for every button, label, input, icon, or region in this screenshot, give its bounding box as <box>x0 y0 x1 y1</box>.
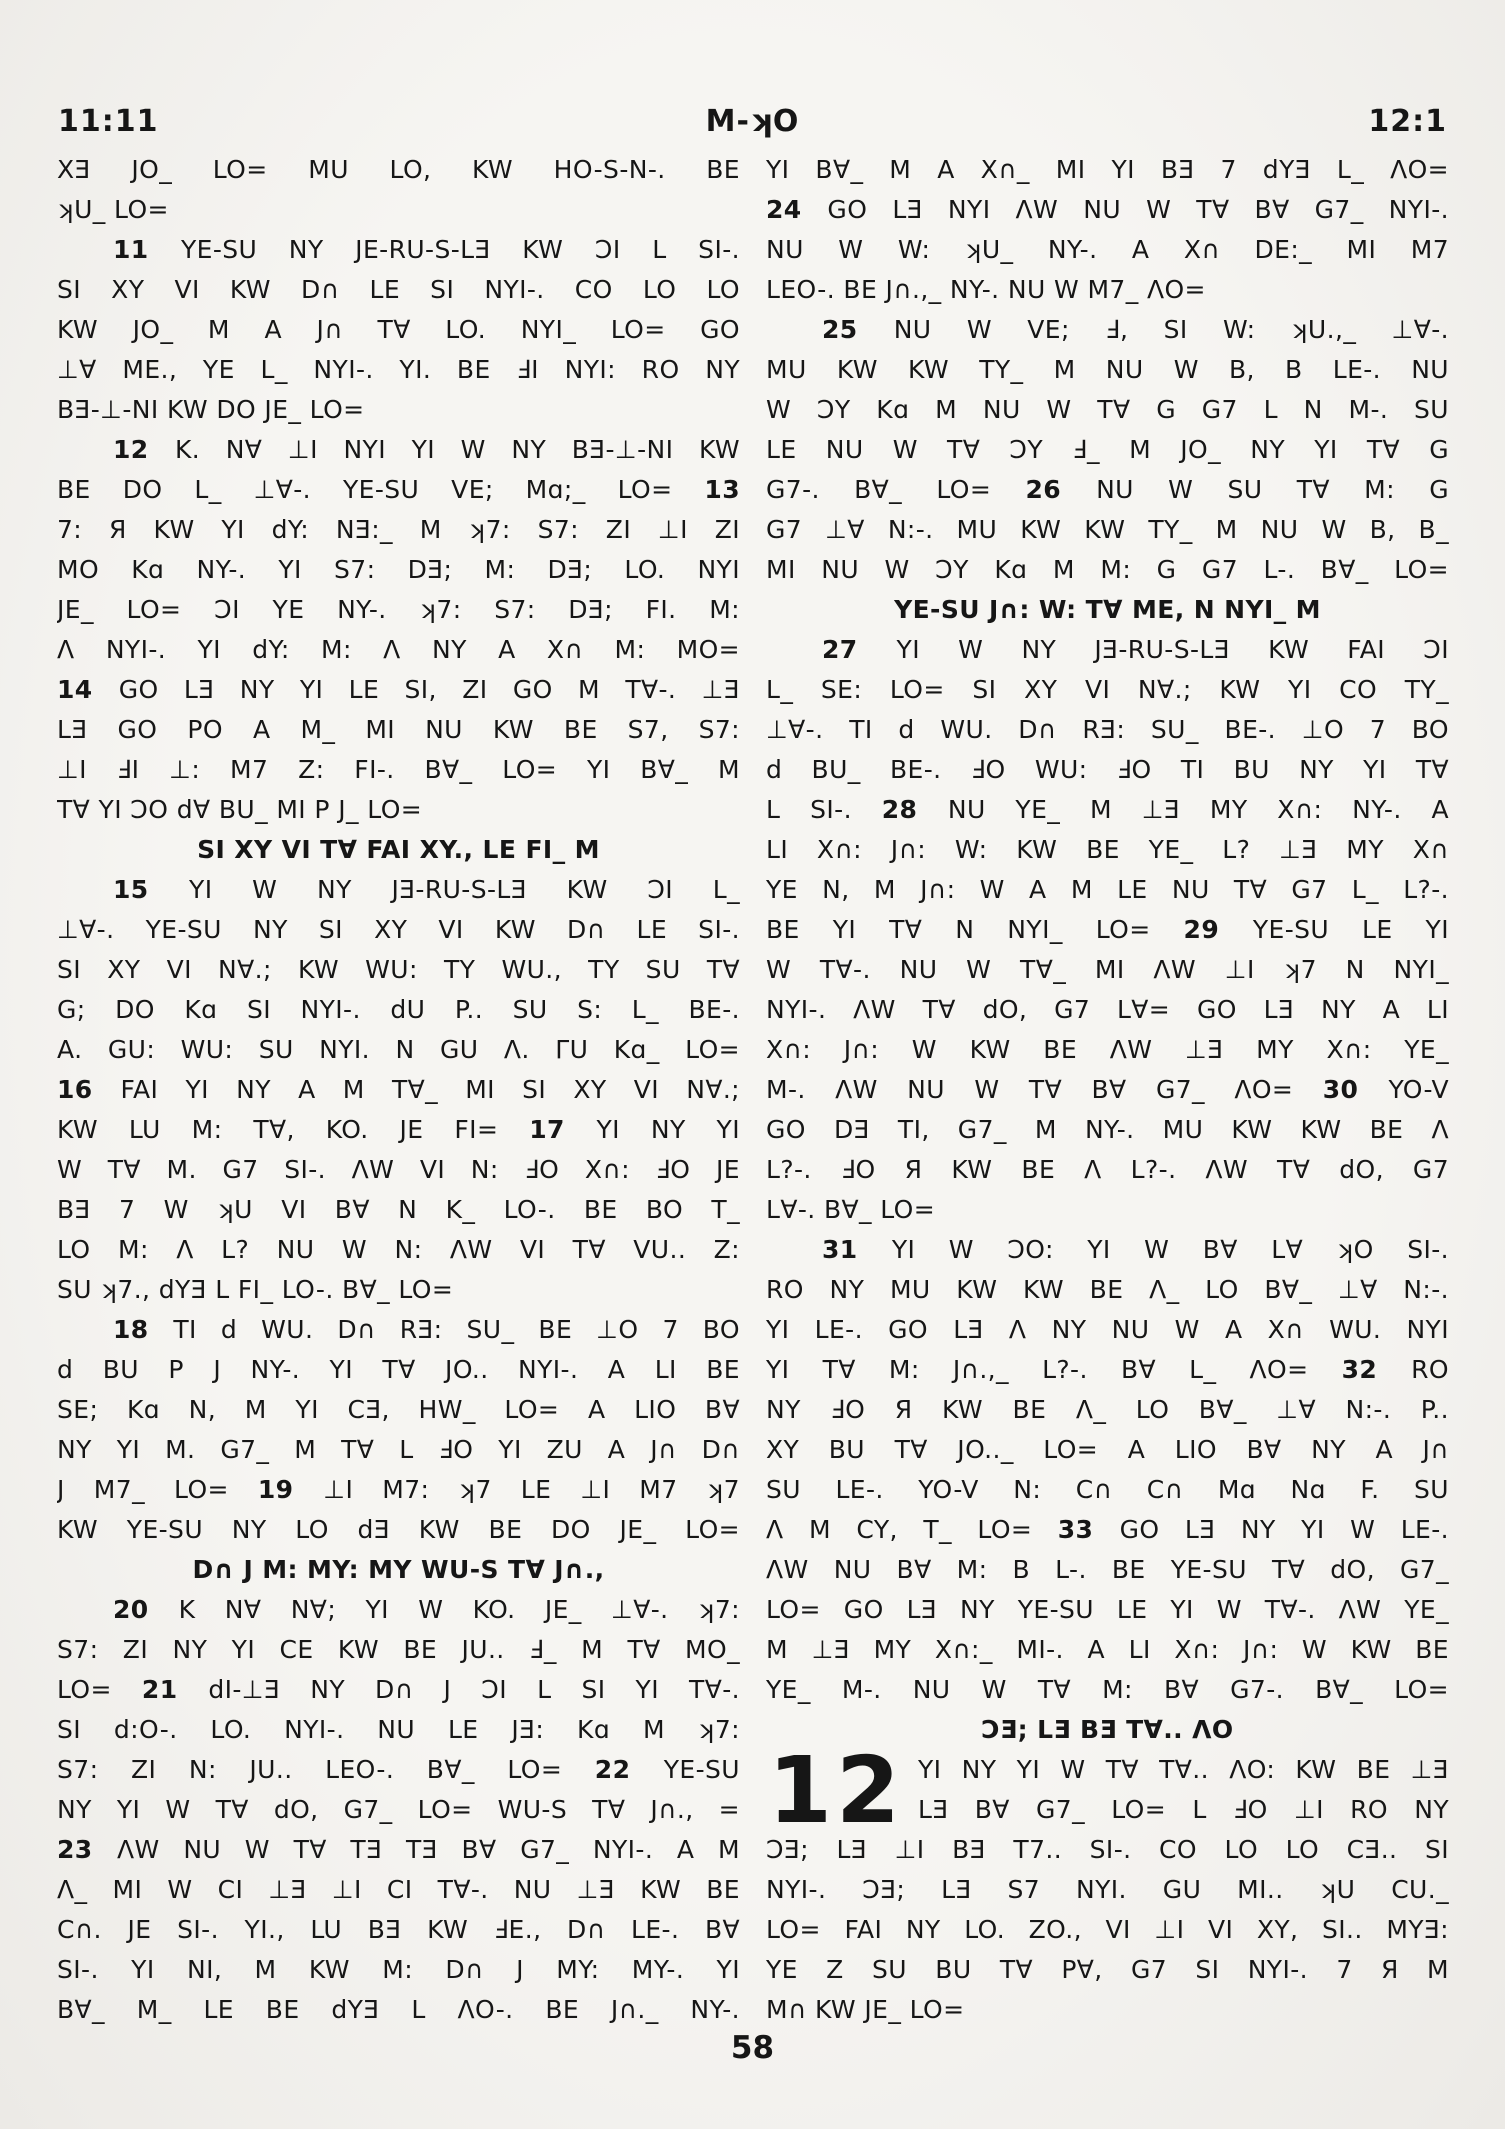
text-run: GO DƎ TI, G7_ M NY-. MU KW KW BE Λ <box>766 1115 1449 1144</box>
text-run: LƎ GO PO A M_ MI NU KW BE S7, S7: <box>57 715 740 744</box>
text-line <box>766 150 1449 190</box>
text-run: YI LE-. GO LƎ Λ NY NU W A X∩ WU. NYI <box>766 1315 1449 1344</box>
text-run: LEO-. BE J∩.,_ NY-. NU W M7_ ΛO= <box>766 275 1206 304</box>
text-run: G7 ⊥∀ N:-. MU KW KW TY_ M NU W B, B_ <box>766 515 1449 544</box>
text-line <box>766 430 1449 470</box>
verse-number: 29 <box>1183 915 1253 944</box>
text-line <box>766 710 1449 750</box>
text-line <box>57 710 740 750</box>
text-run: NU W VE; Ⅎ, SI W: ʞU.,_ ⊥∀-. <box>893 315 1449 344</box>
text-run: NYI-. ΛW T∀ dO, G7 L∀= GO LƎ NY A LI <box>766 995 1449 1024</box>
running-header <box>58 104 1447 139</box>
right-column <box>766 150 1449 2030</box>
text-line <box>766 1230 1449 1270</box>
text-run: T∀ YI ƆO d∀ BU_ MI P J_ LO= <box>57 795 423 824</box>
text-run: S7: ZI N: JU.. LEO-. B∀_ LO= <box>57 1755 595 1784</box>
verse-number: 22 <box>594 1755 664 1784</box>
verse-number: 32 <box>1341 1355 1412 1384</box>
text-run: NU W SU T∀ M: G <box>1096 475 1449 504</box>
text-line <box>766 1350 1449 1390</box>
text-run: Λ NYI-. YI dY: M: Λ NY A X∩ M: MO= <box>57 635 740 664</box>
text-line <box>57 270 740 310</box>
text-run: SI d:O-. LO. NYI-. NU LE JƎ: Kɑ M ʞ7: <box>57 1715 740 1744</box>
text-line <box>57 910 740 950</box>
text-run: KW JO_ M A J∩ T∀ LO. NYI_ LO= GO <box>57 315 740 344</box>
text-run: BƎ 7 W ʞU VI B∀ N K_ LO-. BE BO T_ <box>57 1195 740 1224</box>
page-number: 58 <box>730 2030 775 2066</box>
text-run: YI T∀ M: J∩.,_ L?-. B∀ L_ ΛO= <box>766 1355 1342 1384</box>
text-run: KW LU M: T∀, KO. JE FI= <box>57 1115 530 1144</box>
text-run: RO <box>1411 1355 1449 1384</box>
text-line <box>766 190 1449 230</box>
text-run: SI-. YI NI, M KW M: D∩ J MY: MY-. YI <box>57 1955 740 1984</box>
text-run: ΛW NU B∀ M: B L-. BE YE-SU T∀ dO, G7_ <box>766 1555 1449 1584</box>
text-line <box>57 1510 740 1550</box>
text-run: d BU P J NY-. YI T∀ JO.. NYI-. A LI BE <box>57 1355 740 1384</box>
text-run: ʞU_ LO= <box>57 195 169 224</box>
text-line <box>57 750 740 790</box>
text-run: YE-SU LE YI <box>1252 915 1449 944</box>
verse-number: 31 <box>822 1235 892 1264</box>
text-run: L?-. ℲO Я KW BE Λ L?-. ΛW T∀ dO, G7 <box>766 1155 1449 1184</box>
text-line <box>766 1070 1449 1110</box>
text-run: NY ℲO Я KW BE Λ_ LO B∀_ ⊥∀ N:-. P.. <box>766 1395 1449 1424</box>
text-line <box>57 1390 740 1430</box>
verse-number: 33 <box>1057 1515 1120 1544</box>
text-line <box>766 1630 1449 1670</box>
text-run: M-. ΛW NU W T∀ B∀ G7_ ΛO= <box>766 1075 1323 1104</box>
text-run: YI W ƆO: YI W B∀ L∀ ʞO SI-. <box>891 1235 1449 1264</box>
text-run: C∩. JE SI-. YI., LU BƎ KW ℲE., D∩ LE-. B∀ <box>57 1915 740 1944</box>
text-run: S7: ZI NY YI CE KW BE JU.. Ⅎ_ M T∀ MO_ <box>57 1635 740 1664</box>
section-heading <box>57 830 740 870</box>
text-line <box>766 630 1449 670</box>
chapter-number: 12 <box>768 1737 905 1844</box>
text-run: YI NY YI W T∀ T∀.. ΛO: KW BE ⊥Ǝ <box>918 1755 1449 1784</box>
text-run: ⊥∀-. YE-SU NY SI XY VI KW D∩ LE SI-. <box>57 915 740 944</box>
text-line <box>766 790 1449 830</box>
text-line <box>766 870 1449 910</box>
verse-number: 25 <box>822 315 894 344</box>
text-line <box>766 1310 1449 1350</box>
text-run: G; DO Kɑ SI NYI-. dU P.. SU S: L_ BE-. <box>57 995 740 1024</box>
text-run: ⊥∀-. TI d WU. D∩ RƎ: SU_ BE-. ⊥O 7 BO <box>766 715 1449 744</box>
text-line <box>766 950 1449 990</box>
text-run: KW YE-SU NY LO dƎ KW BE DO JE_ LO= <box>57 1515 740 1544</box>
text-line <box>57 1830 740 1870</box>
text-run: YE Z SU BU T∀ P∀, G7 SI NYI-. 7 Я M <box>766 1955 1449 1984</box>
text-run: GO LƎ NYI ΛW NU W T∀ B∀ G7_ NYI-. <box>827 195 1449 224</box>
verse-number: 24 <box>766 195 828 224</box>
text-line <box>766 1110 1449 1150</box>
text-run: LI X∩: J∩: W: KW BE YE_ L? ⊥Ǝ MY X∩ <box>766 835 1449 864</box>
text-run: BE DO L_ ⊥∀-. YE-SU VE; Mɑ;_ LO= <box>57 475 705 504</box>
verse-number: YE-SU J∩: W: T∀ ME, N NYI_ M <box>894 595 1321 624</box>
text-run: TI d WU. D∩ RƎ: SU_ BE ⊥O 7 BO <box>173 1315 740 1344</box>
text-line <box>766 470 1449 510</box>
text-run: LƎ B∀ G7_ LO= L ℲO ⊥I RO NY <box>918 1795 1449 1824</box>
text-run: BƎ-⊥-NI KW DO JE_ LO= <box>57 395 365 424</box>
verse-number: 12 <box>113 435 175 464</box>
text-run: L∀-. B∀_ LO= <box>766 1195 936 1224</box>
text-line <box>766 1870 1449 1910</box>
text-line <box>57 1270 740 1310</box>
text-line <box>766 270 1449 310</box>
text-line <box>57 1190 740 1230</box>
header-book-title: M-ʞO <box>705 104 800 139</box>
text-run: SE; Kɑ N, M YI CƎ, HW_ LO= A LIO B∀ <box>57 1395 740 1424</box>
verse-number: 13 <box>704 475 740 504</box>
text-run: ⊥∀ ME., YE L_ NYI-. YI. BE ℲI NYI: RO NY <box>57 355 740 384</box>
text-run: ΛW NU W T∀ TƎ TƎ B∀ G7_ NYI-. A M <box>117 1835 740 1864</box>
text-run: YE N, M J∩: W A M LE NU T∀ G7 L_ L?-. <box>766 875 1449 904</box>
verse-number: 17 <box>529 1115 597 1144</box>
text-run: A. GU: WU: SU NYI. N GU Λ. ΓU Kɑ_ LO= <box>57 1035 740 1064</box>
text-run: ƆƎ; LƎ ⊥I BƎ T7.. SI-. CO LO LO CƎ.. SI <box>766 1835 1449 1864</box>
text-line <box>766 1390 1449 1430</box>
text-line <box>766 910 1449 950</box>
verse-number: 14 <box>57 675 119 704</box>
text-line <box>57 1590 740 1630</box>
text-line <box>57 1350 740 1390</box>
text-run: LO M: Λ L? NU W N: ΛW VI T∀ VU.. Z: <box>57 1235 740 1264</box>
text-line <box>57 1910 740 1950</box>
text-run: 7: Я KW YI dY: NƎ:_ M ʞ7: S7: ZI ⊥I ZI <box>57 515 740 544</box>
text-line <box>57 1110 740 1150</box>
text-line <box>57 1630 740 1670</box>
text-line <box>57 1950 740 1990</box>
text-run: B∀_ M_ LE BE dYƎ L ΛO-. BE J∩._ NY-. <box>57 1995 740 2024</box>
text-line <box>57 590 740 630</box>
text-line <box>766 830 1449 870</box>
text-run: J M7_ LO= <box>57 1475 258 1504</box>
text-run: X∩: J∩: W KW BE ΛW ⊥Ǝ MY X∩: YE_ <box>766 1035 1449 1064</box>
text-run: LO= <box>57 1675 142 1704</box>
chapter-block <box>766 1737 1449 1844</box>
text-run: Λ M CY, T_ LO= <box>766 1515 1058 1544</box>
verse-number: 11 <box>113 235 181 264</box>
header-verse-ref-left: 11:11 <box>58 104 159 139</box>
text-run: d BU_ BE-. ℲO WU: ℲO TI BU NY YI T∀ <box>766 755 1449 784</box>
text-run: ⊥I ℲI ⊥: M7 Z: FI-. B∀_ LO= YI B∀_ M <box>57 755 740 784</box>
verse-number: 21 <box>141 1675 209 1704</box>
text-run: LE NU W T∀ ƆY Ⅎ_ M JO_ NY YI T∀ G <box>766 435 1449 464</box>
text-line <box>57 870 740 910</box>
text-run: L_ SE: LO= SI XY VI N∀.; KW YI CO TY_ <box>766 675 1449 704</box>
text-line <box>766 1550 1449 1590</box>
text-run: LO= FAI NY LO. ZO., VI ⊥I VI XY, SI.. MYƎ: <box>766 1915 1449 1944</box>
text-run: NYI-. ƆƎ; LƎ S7 NYI. GU MI.. ʞU CU._ <box>766 1875 1449 1904</box>
text-line <box>57 1750 740 1790</box>
text-run: JE_ LO= ƆI YE NY-. ʞ7: S7: DƎ; FI. M: <box>57 595 740 624</box>
text-line <box>57 670 740 710</box>
text-line <box>57 1790 740 1830</box>
verse-number: 16 <box>57 1075 121 1104</box>
text-line <box>57 990 740 1030</box>
text-run: MI NU W ƆY Kɑ M M: G G7 L-. B∀_ LO= <box>766 555 1449 584</box>
text-run: NU YE_ M ⊥Ǝ MY X∩: NY-. A <box>947 795 1449 824</box>
verse-number: 30 <box>1322 1075 1389 1104</box>
text-line <box>766 1030 1449 1070</box>
text-run: RO NY MU KW KW BE Λ_ LO B∀_ ⊥∀ N:-. <box>766 1275 1449 1304</box>
text-run: NU W W: ʞU_ NY-. A X∩ DE:_ MI M7 <box>766 235 1449 264</box>
text-line <box>57 630 740 670</box>
text-line <box>766 550 1449 590</box>
text-line <box>57 790 740 830</box>
text-run: W T∀ M. G7 SI-. ΛW VI N: ℲO X∩: ℲO JE <box>57 1155 740 1184</box>
verse-number: 15 <box>113 875 190 904</box>
text-line <box>766 1670 1449 1710</box>
text-run: YI W NY JƎ-RU-S-LƎ KW FAI ƆI <box>896 635 1449 664</box>
text-line <box>766 990 1449 1030</box>
text-run: GO LƎ NY YI LE SI, ZI GO M T∀-. ⊥Ǝ <box>118 675 740 704</box>
text-line <box>766 1270 1449 1310</box>
text-columns <box>57 150 1449 2030</box>
text-run: ⊥I M7: ʞ7 LE ⊥I M7 ʞ7 <box>323 1475 740 1504</box>
text-run: L SI-. <box>766 795 882 824</box>
text-line <box>766 670 1449 710</box>
text-run: XƎ JO_ LO= MU LO, KW HO-S-N-. BE <box>57 155 740 184</box>
text-line <box>57 550 740 590</box>
text-run: SU ʞ7., dYƎ L FI_ LO-. B∀_ LO= <box>57 1275 454 1304</box>
text-line <box>57 950 740 990</box>
text-line <box>57 1470 740 1510</box>
text-run: MO Kɑ NY-. YI S7: DƎ; M: DƎ; LO. NYI <box>57 555 740 584</box>
text-run: YO-V <box>1388 1075 1449 1104</box>
text-line <box>766 1910 1449 1950</box>
text-line <box>766 350 1449 390</box>
text-line <box>766 230 1449 270</box>
text-line <box>57 470 740 510</box>
text-line <box>57 1430 740 1470</box>
text-run: dI-⊥Ǝ NY D∩ J ƆI L SI YI T∀-. <box>208 1675 740 1704</box>
text-run: G7-. B∀_ LO= <box>766 475 1026 504</box>
text-line <box>57 1230 740 1270</box>
text-run: LO= GO LƎ NY YE-SU LE YI W T∀-. ΛW YE_ <box>766 1595 1449 1624</box>
text-line <box>57 150 740 190</box>
text-line <box>57 1710 740 1750</box>
text-line <box>766 390 1449 430</box>
left-column <box>57 150 740 2030</box>
text-line <box>766 1990 1449 2030</box>
text-line <box>57 230 740 270</box>
text-run: W ƆY Kɑ M NU W T∀ G G7 L N M-. SU <box>766 395 1449 424</box>
verse-number: 28 <box>881 795 948 824</box>
verse-number: 20 <box>113 1595 179 1624</box>
text-line <box>766 1150 1449 1190</box>
text-line <box>57 390 740 430</box>
text-run: SI XY VI KW D∩ LE SI NYI-. CO LO LO <box>57 275 740 304</box>
text-run: NY YI W T∀ dO, G7_ LO= WU-S T∀ J∩., = <box>57 1795 740 1824</box>
text-line <box>766 1190 1449 1230</box>
text-line <box>57 1670 740 1710</box>
verse-number: 19 <box>257 1475 324 1504</box>
text-run: K. N∀ ⊥I NYI YI W NY BƎ-⊥-NI KW <box>174 435 740 464</box>
text-line <box>57 430 740 470</box>
text-line <box>57 1070 740 1110</box>
text-run: MU KW KW TY_ M NU W B, B LE-. NU <box>766 355 1449 384</box>
text-line <box>57 1990 740 2030</box>
text-run: BE YI T∀ N NYI_ LO= <box>766 915 1184 944</box>
text-line <box>57 1310 740 1350</box>
text-run: NY YI M. G7_ M T∀ L ℲO YI ZU A J∩ D∩ <box>57 1435 740 1464</box>
text-line <box>57 1030 740 1070</box>
header-verse-ref-right: 12:1 <box>1368 104 1447 139</box>
text-line <box>766 750 1449 790</box>
text-run: M ⊥Ǝ MY X∩:_ MI-. A LI X∩: J∩: W KW BE <box>766 1635 1449 1664</box>
verse-number: ƆƎ; LƎ BƎ T∀.. ΛO <box>981 1715 1234 1744</box>
text-run: YE_ M-. NU W T∀ M: B∀ G7-. B∀_ LO= <box>766 1675 1449 1704</box>
text-line <box>766 1470 1449 1510</box>
text-run: YE-SU NY JE-RU-S-LƎ KW ƆI L SI-. <box>180 235 740 264</box>
verse-number: D∩ J M: MY: MY WU-S T∀ J∩., <box>192 1555 605 1584</box>
section-heading <box>766 590 1449 630</box>
verse-number: 23 <box>57 1835 118 1864</box>
text-line <box>57 310 740 350</box>
text-run: YI NY YI <box>596 1115 740 1144</box>
text-run: FAI YI NY A M T∀_ MI SI XY VI N∀.; <box>120 1075 740 1104</box>
text-run: YI B∀_ M A X∩_ MI YI BƎ 7 dYƎ L_ ΛO= <box>766 155 1449 184</box>
text-line <box>766 1590 1449 1630</box>
text-run: Λ_ MI W CI ⊥Ǝ ⊥I CI T∀-. NU ⊥Ǝ KW BE <box>57 1875 740 1904</box>
verse-number: 27 <box>822 635 897 664</box>
text-run: GO LƎ NY YI W LE-. <box>1119 1515 1449 1544</box>
verse-number: 26 <box>1025 475 1097 504</box>
text-line <box>57 190 740 230</box>
text-line <box>766 510 1449 550</box>
section-heading <box>57 1550 740 1590</box>
text-run: M∩ KW JE_ LO= <box>766 1995 965 2024</box>
text-run: W T∀-. NU W T∀_ MI ΛW ⊥I ʞ7 N NYI_ <box>766 955 1449 984</box>
text-line <box>766 1430 1449 1470</box>
text-line <box>57 1870 740 1910</box>
text-line <box>57 350 740 390</box>
text-run: SI XY VI N∀.; KW WU: TY WU., TY SU T∀ <box>57 955 740 984</box>
text-line <box>766 1950 1449 1990</box>
text-run: YE-SU <box>663 1755 740 1784</box>
text-run: SU LE-. YO-V N: C∩ C∩ Mɑ Nɑ F. SU <box>766 1475 1449 1504</box>
text-line <box>57 1150 740 1190</box>
text-line <box>57 510 740 550</box>
text-run: K N∀ N∀; YI W KO. JE_ ⊥∀-. ʞ7: <box>178 1595 740 1624</box>
text-run: YI W NY JƎ-RU-S-LƎ KW ƆI L_ <box>189 875 740 904</box>
text-run: XY BU T∀ JO.._ LO= A LIO B∀ NY A J∩ <box>766 1435 1449 1464</box>
text-line <box>766 1510 1449 1550</box>
verse-number: SI XY VI T∀ FAI XY., LE FI_ M <box>197 835 600 864</box>
text-line <box>766 310 1449 350</box>
verse-number: 18 <box>113 1315 174 1344</box>
